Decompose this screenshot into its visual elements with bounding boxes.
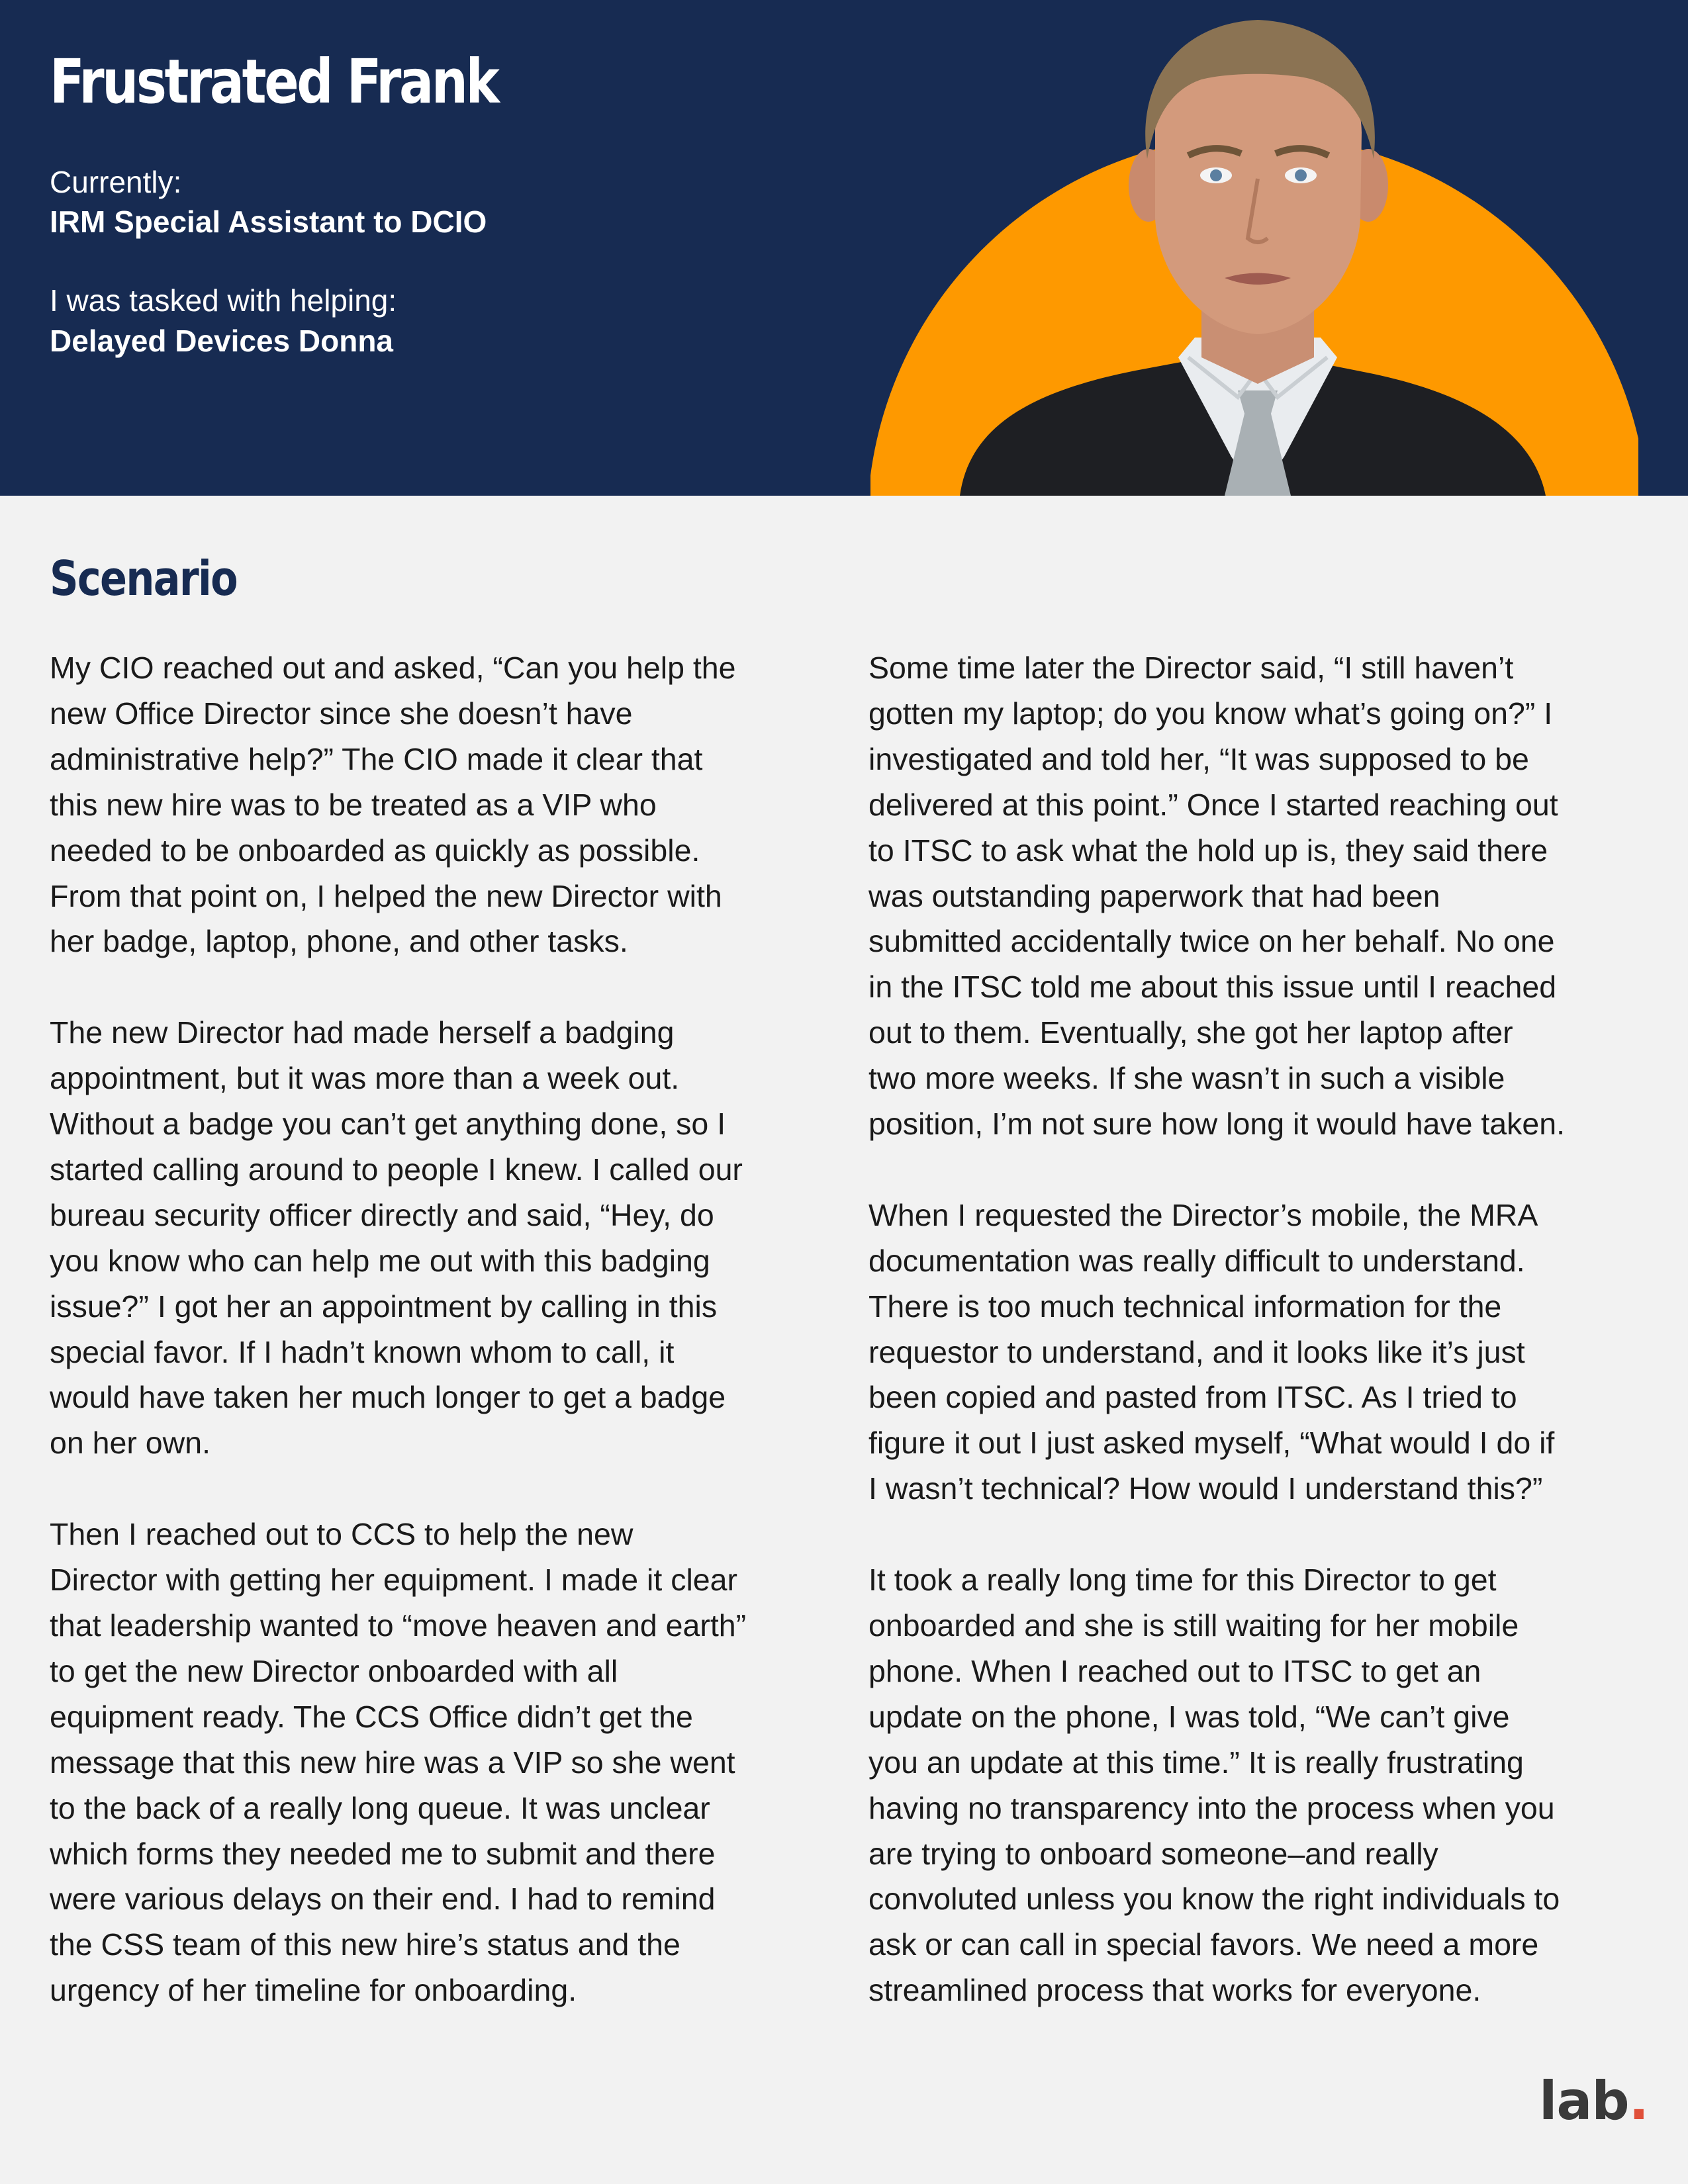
text-line: bureau security officer directly and said, “Hey, do bbox=[50, 1197, 714, 1232]
text-line: having no transparency into the process when you bbox=[868, 1790, 1555, 1825]
text-line: her badge, laptop, phone, and other tasks. bbox=[50, 924, 628, 959]
text-line: phone. When I reached out to ITSC to get an bbox=[868, 1653, 1481, 1688]
text-line: From that point on, I helped the new Director with bbox=[50, 878, 722, 913]
text-line: figure it out I just asked myself, “What would I do if bbox=[868, 1426, 1555, 1461]
scenario-paragraph bbox=[868, 645, 1663, 1147]
text-line: to the back of a really long queue. It was unclear bbox=[50, 1790, 710, 1825]
text-line: two more weeks. If she wasn’t in such a visible bbox=[868, 1061, 1505, 1096]
text-line: this new hire was to be treated as a VIP who bbox=[50, 787, 657, 822]
text-line: special favor. If I hadn’t known whom to call, it bbox=[50, 1334, 675, 1369]
text-line: started calling around to people I knew. I called our bbox=[50, 1152, 743, 1187]
text-line: are trying to onboard someone–and really bbox=[868, 1836, 1438, 1871]
text-line: message that this new hire was a VIP so she went bbox=[50, 1745, 735, 1780]
text-line: Director with getting her equipment. I made it clear bbox=[50, 1563, 737, 1598]
text-line: out to them. Eventually, she got her laptop after bbox=[868, 1015, 1513, 1050]
text-line: position, I’m not sure how long it would have taken. bbox=[868, 1107, 1566, 1142]
text-line: delivered at this point.” Once I started reaching out bbox=[868, 787, 1558, 822]
text-line: you know who can help me out with this badging bbox=[50, 1243, 710, 1278]
logo-dot: . bbox=[1628, 2070, 1649, 2132]
text-line: which forms they needed me to submit and there bbox=[50, 1836, 716, 1871]
text-line: needed to be onboarded as quickly as possible. bbox=[50, 833, 700, 868]
text-line: streamlined process that works for everyone. bbox=[868, 1973, 1481, 2008]
text-line: documentation was really difficult to understand. bbox=[868, 1243, 1525, 1278]
scenario-paragraph bbox=[868, 1193, 1663, 1512]
text-line: to get the new Director onboarded with all bbox=[50, 1653, 618, 1688]
text-line: requestor to understand, and it looks like it’s just bbox=[868, 1334, 1525, 1369]
text-line: the CSS team of this new hire’s status and the bbox=[50, 1927, 680, 1962]
text-line: When I requested the Director’s mobile, the MRA bbox=[868, 1197, 1538, 1232]
text-line: Without a badge you can’t get anything done, so I bbox=[50, 1107, 726, 1142]
text-line: been copied and pasted from ITSC. As I tried to bbox=[868, 1380, 1517, 1415]
text-line: My CIO reached out and asked, “Can you help the bbox=[50, 651, 736, 685]
text-line: There is too much technical information for the bbox=[868, 1289, 1502, 1324]
text-line: Then I reached out to CCS to help the new bbox=[50, 1517, 633, 1552]
tasked-label: I was tasked with helping: bbox=[50, 283, 397, 318]
text-line: ask or can call in special favors. We need a more bbox=[868, 1927, 1539, 1962]
text-line: onboarded and she is still waiting for her mobile bbox=[868, 1608, 1519, 1643]
persona-name: Frustrated Frank bbox=[50, 46, 498, 117]
text-line: investigated and told her, “It was supposed to be bbox=[868, 741, 1529, 776]
text-line: The new Director had made herself a badging bbox=[50, 1015, 675, 1050]
text-line: appointment, but it was more than a week out. bbox=[50, 1061, 680, 1096]
persona-header bbox=[0, 0, 1688, 496]
text-line: to ITSC to ask what the hold up is, they said there bbox=[868, 833, 1548, 868]
text-line: administrative help?” The CIO made it clear that bbox=[50, 741, 703, 776]
text-line: convoluted unless you know the right individuals to bbox=[868, 1882, 1560, 1917]
text-line: I wasn’t technical? How would I understand this?” bbox=[868, 1471, 1543, 1506]
scenario-paragraph bbox=[868, 1557, 1663, 2013]
lab-logo bbox=[1539, 2070, 1648, 2132]
text-line: Some time later the Director said, “I still haven’t bbox=[868, 651, 1514, 685]
persona-portrait bbox=[870, 0, 1638, 496]
text-line: It took a really long time for this Director to get bbox=[868, 1563, 1497, 1598]
scenario-paragraph bbox=[50, 645, 831, 964]
logo-text: lab bbox=[1539, 2070, 1629, 2132]
scenario-left-column bbox=[50, 645, 831, 2059]
scenario-paragraph bbox=[50, 1512, 831, 2013]
scenario-heading: Scenario bbox=[50, 551, 237, 606]
text-line: was outstanding paperwork that had been bbox=[868, 878, 1440, 913]
text-line: issue?” I got her an appointment by calling in this bbox=[50, 1289, 718, 1324]
text-line: would have taken her much longer to get a badge bbox=[50, 1380, 726, 1415]
text-line: update on the phone, I was told, “We can’t give bbox=[868, 1699, 1510, 1734]
text-line: that leadership wanted to “move heaven and earth” bbox=[50, 1608, 747, 1643]
text-line: in the ITSC told me about this issue until I reached bbox=[868, 970, 1557, 1005]
currently-label: Currently: bbox=[50, 165, 182, 199]
text-line: were various delays on their end. I had to remind bbox=[50, 1882, 716, 1917]
text-line: submitted accidentally twice on her behalf. No one bbox=[868, 924, 1555, 959]
text-line: new Office Director since she doesn’t have bbox=[50, 696, 633, 731]
text-line: equipment ready. The CCS Office didn’t get the bbox=[50, 1699, 693, 1734]
text-line: on her own. bbox=[50, 1426, 211, 1461]
current-role: IRM Special Assistant to DCIO bbox=[50, 205, 487, 239]
scenario-paragraph bbox=[50, 1010, 831, 1466]
text-line: gotten my laptop; do you know what’s going on?” I bbox=[868, 696, 1553, 731]
text-line: urgency of her timeline for onboarding. bbox=[50, 1973, 577, 2008]
tasked-persona: Delayed Devices Donna bbox=[50, 324, 394, 358]
text-line: you an update at this time.” It is really frustrating bbox=[868, 1745, 1524, 1780]
scenario-right-column bbox=[868, 645, 1663, 2059]
